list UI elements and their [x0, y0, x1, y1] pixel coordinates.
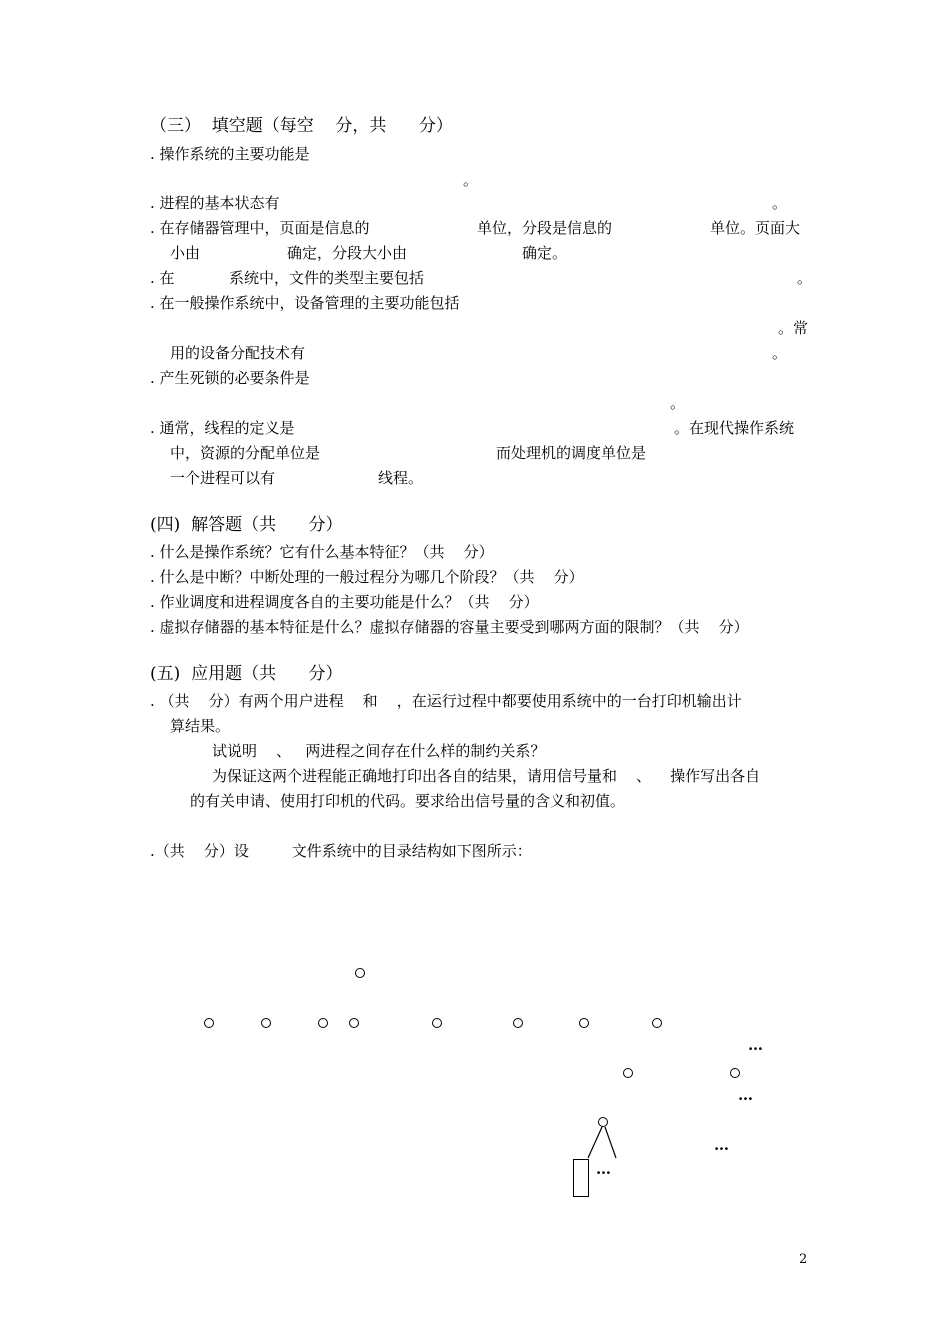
- question-3-3-f: 确定。: [522, 244, 568, 262]
- directory-node: [204, 1018, 214, 1028]
- directory-node: [652, 1018, 662, 1028]
- question-3-3-d: 小由: [170, 244, 201, 262]
- directory-node: [730, 1068, 740, 1078]
- question-5-1-a: . （共 分）有两个用户进程 和 ，在运行过程中都要使用系统中的一台打印机输出计: [150, 692, 742, 710]
- question-4-1: . 什么是操作系统？它有什么基本特征？（共 分）: [150, 543, 494, 561]
- question-3-3-b: 单位，分段是信息的: [477, 219, 613, 237]
- ellipsis: …: [738, 1086, 754, 1104]
- directory-root-node: [355, 968, 365, 978]
- ellipsis: …: [714, 1136, 730, 1154]
- question-4-2: . 什么是中断？中断处理的一般过程分为哪几个阶段？（共 分）: [150, 568, 584, 586]
- question-3-7-c: 中，资源的分配单位是: [170, 444, 321, 462]
- directory-node: [349, 1018, 359, 1028]
- question-5-2: .（共 分）设 文件系统中的目录结构如下图所示：: [150, 842, 532, 860]
- file-node: [573, 1159, 589, 1197]
- question-3-5-b: 。常: [778, 319, 809, 337]
- question-3-5-c: 用的设备分配技术有: [170, 344, 306, 362]
- section3-heading: （三） 填空题（每空 分，共 分）: [150, 116, 453, 136]
- directory-node: [261, 1018, 271, 1028]
- directory-node: [513, 1018, 523, 1028]
- question-3-4-a: . 在: [150, 269, 175, 287]
- directory-node: [318, 1018, 328, 1028]
- section5-heading: (五) 应用题（共 分）: [150, 664, 343, 684]
- directory-node: [623, 1068, 633, 1078]
- question-3-6: . 产生死锁的必要条件是: [150, 369, 310, 387]
- directory-node: [598, 1117, 608, 1127]
- question-5-1-e: 的有关申请、使用打印机的代码。要求给出信号量的含义和初值。: [190, 792, 626, 810]
- question-3-4-end: 。: [797, 269, 813, 287]
- question-3-7-e: 一个进程可以有: [170, 469, 276, 487]
- question-3-1-end: 。: [463, 171, 479, 189]
- ellipsis: …: [748, 1036, 764, 1054]
- question-4-4: . 虚拟存储器的基本特征是什么？虚拟存储器的容量主要受到哪两方面的限制？（共 分）: [150, 618, 749, 636]
- question-5-1-b: 算结果。: [170, 717, 231, 735]
- question-3-6-end: 。: [670, 394, 686, 412]
- question-3-5-end: 。: [772, 344, 788, 362]
- question-3-5-a: . 在一般操作系统中，设备管理的主要功能包括: [150, 294, 460, 312]
- question-3-7-d: 而处理机的调度单位是: [496, 444, 647, 462]
- question-3-2-end: 。: [772, 194, 788, 212]
- question-3-2: . 进程的基本状态有: [150, 194, 280, 212]
- question-3-7-f: 线程。: [378, 469, 424, 487]
- question-3-3-a: . 在存储器管理中，页面是信息的: [150, 219, 370, 237]
- question-3-1: . 操作系统的主要功能是: [150, 145, 310, 163]
- question-5-1-c: 试说明 、 两进程之间存在什么样的制约关系？: [212, 742, 546, 760]
- question-4-3: . 作业调度和进程调度各自的主要功能是什么？（共 分）: [150, 593, 539, 611]
- directory-node: [432, 1018, 442, 1028]
- question-3-7-a: . 通常，线程的定义是: [150, 419, 295, 437]
- question-3-3-c: 单位。页面大: [710, 219, 801, 237]
- question-5-1-d: 为保证这两个进程能正确地打印出各自的结果，请用信号量和 、 操作写出各自: [212, 767, 761, 785]
- directory-node: [579, 1018, 589, 1028]
- question-3-3-e: 确定，分段大小由: [287, 244, 408, 262]
- ellipsis: …: [596, 1160, 612, 1178]
- question-3-4-b: 系统中，文件的类型主要包括: [229, 269, 425, 287]
- question-3-7-b: 。在现代操作系统: [674, 419, 795, 437]
- page-number: 2: [799, 1252, 808, 1267]
- section4-heading: (四) 解答题（共 分）: [150, 515, 343, 535]
